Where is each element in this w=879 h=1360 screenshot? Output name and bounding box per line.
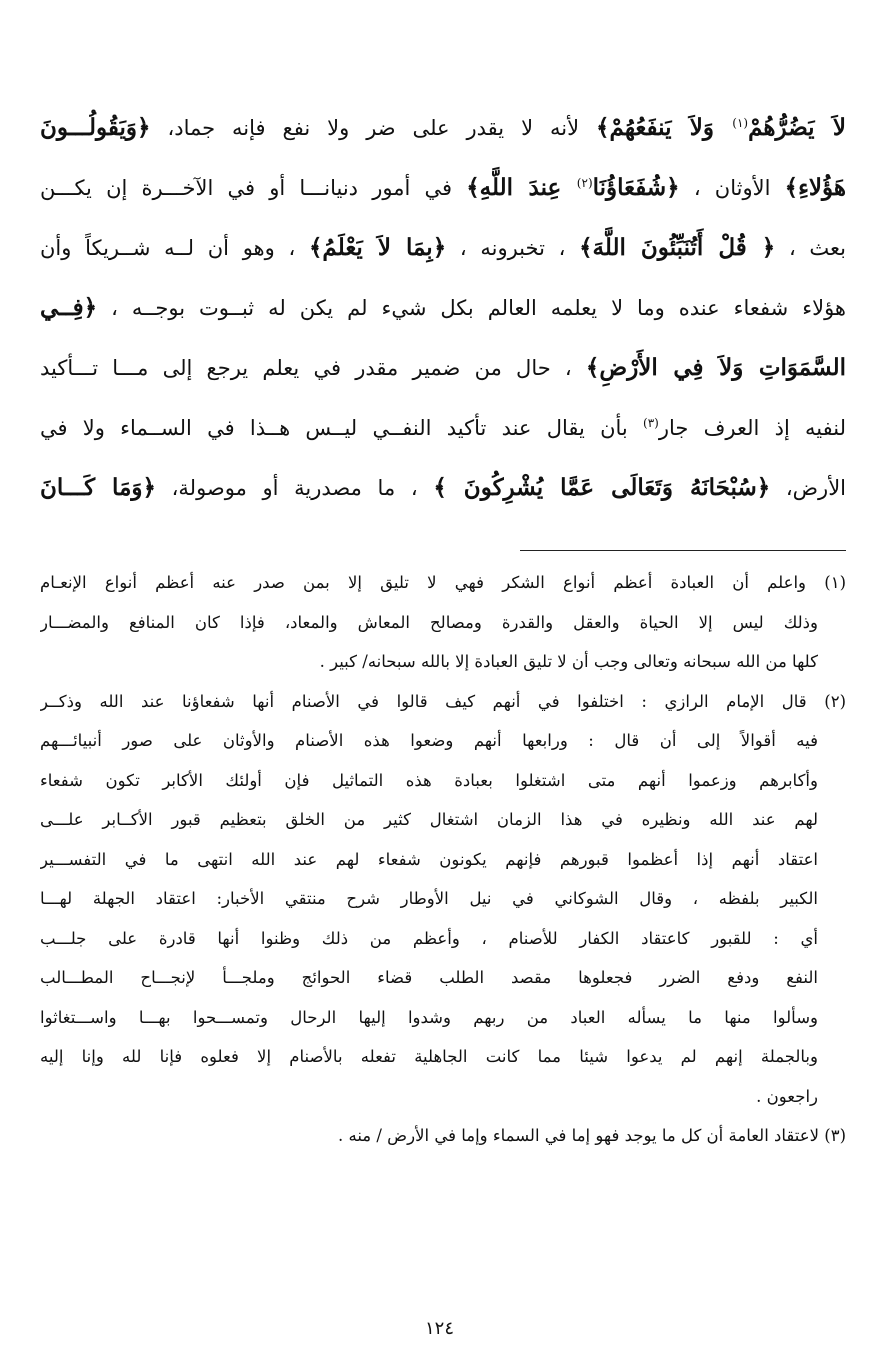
text-line	[40, 458, 846, 518]
text-line	[40, 98, 846, 158]
footnote-line: راجعون .	[756, 1086, 818, 1106]
footnote-line: وأكابرهم وزعموا أنهم متى اشتغلوا بعبادة هذه التماثيل فإن أولئك الأكابر تكون شفعاء	[40, 770, 818, 790]
footnote-line: (٢) قال الإمام الرازي : اختلفوا في أنهم كيف قالوا في الأصنام أنها شفعاؤنا عند الله وذكــر	[40, 691, 846, 711]
footnote-line: وبالجملة إنهم لم يدعوا شيئا مما كانت الجاهلية تفعله بالأصنام إلا فعلوه فإنا لله وإنا إليه	[40, 1047, 818, 1066]
footnote-marker: (٣)	[643, 416, 659, 430]
commentary-text: الأرض،	[770, 476, 846, 500]
text-line	[40, 158, 846, 218]
footnote-marker: (٢)	[576, 176, 593, 190]
quran-quote: ﴿سُبْحَانَهُ وَتَعَالَى عَمَّا يُشْرِكُونَ ﴾	[433, 474, 771, 501]
footnote-line: الكبير بلفظه ، وقال الشوكاني في نيل الأوطار شرح منتقي الأخبار: اعتقاد الجهلة لهـــا	[40, 889, 819, 908]
quran-quote: ﴿شُفَعَاؤُنَا	[592, 174, 680, 201]
commentary-text: بعث ،	[775, 236, 846, 260]
commentary-text: في أمور دنيانـــا أو في الآخـــرة إن يكـــن	[40, 176, 467, 200]
text-line	[40, 398, 846, 458]
footnote-line: وسألوا منها ما يسأله العباد من ربهم وشدوا إليها الرحال وتمســـحوا بهـــا واســـتغاثوا	[40, 1007, 818, 1027]
footnote-line: أي : للقبور كاعتقاد الكفار للأصنام ، وأعظم من ذلك وظنوا أنها قادرة على جلـــب	[40, 928, 818, 948]
quran-quote: وَلاَ يَنفَعُهُمْ﴾	[596, 114, 733, 141]
quran-quote: لاَ يَضُرُّهُمْ	[748, 114, 846, 141]
footnote-line: اعتقاد أنهم إذا أعظموا قبورهم فإنهم يكونون شفعاء لهم عند الله انتهى ما في التفســـير	[40, 849, 818, 869]
text-line	[40, 278, 846, 338]
footnote-line: (١) واعلم أن العبادة أعظم أنواع الشكر فهي لا تليق إلا بمن صدر عنه أعظم أنواع الإنعـام	[40, 573, 846, 592]
quran-quote: السَّمَوَاتِ وَلاَ فِي الأَرْضِ﴾	[585, 354, 846, 381]
text-line	[40, 338, 846, 398]
page-number: ١٢٤	[424, 1318, 454, 1339]
quran-quote: ﴿فِــي	[40, 294, 98, 321]
quran-quote: ﴿وَمَا كَـــانَ	[40, 474, 156, 501]
commentary-text: ، حال من ضمير مقدر في يعلم يرجع إلى مـــا تـــأكيد	[40, 356, 586, 380]
quran-quote: عِندَ اللَّهِ﴾	[466, 174, 577, 201]
footnote-line: لهم عند الله ونظيره في هذا الزمان اشتغال كثير من الخلق بتعظيم قبور الأكــابر علـــى	[40, 810, 818, 829]
text-line	[40, 218, 846, 278]
footnote-separator	[520, 550, 846, 551]
commentary-text: بأن يقال عند تأكيد النفــي ليــس هــذا في الســماء ولا في	[40, 416, 644, 440]
commentary-text: لأنه لا يقدر على ضر ولا نفع فإنه جماد،	[150, 116, 597, 140]
commentary-text: لنفيه إذ العرف جار	[658, 416, 846, 440]
commentary-text: ، ما مصدرية أو موصولة،	[155, 476, 434, 500]
quran-quote: ﴿بِمَا لاَ يَعْلَمُ﴾	[308, 234, 447, 261]
footnote-line: فيه أقوالاً إلى أن قال : ورابعها أنهم وضعوا هذه الأصنام والأوثان على صور أنبيائـــهم	[40, 731, 818, 750]
footnote-line: كلها من الله سبحانه وتعالى وجب أن لا تليق العبادة إلا بالله سبحانه/ كبير .	[319, 652, 818, 671]
footnote-line: (٣) لاعتقاد العامة أن كل ما يوجد فهو إما في السماء وإما في الأرض / منه .	[337, 1126, 846, 1145]
footnote-line: النفع ودفع الضرر فجعلوها مقصد الطلب قضاء الحوائج وملجـــأ لإنجـــاح المطـــالب	[40, 968, 818, 987]
quran-quote: ﴿وَيَقُولُـــونَ	[40, 114, 151, 141]
commentary-text: ، وهو أن لــه شــريكاً وأن	[40, 236, 309, 260]
main-text	[40, 98, 846, 518]
commentary-text: هؤلاء شفعاء عنده وما لا يعلمه العالم بكل شيء لم يكن له ثبــوت بوجــه ،	[97, 296, 846, 320]
commentary-text: الأوثان ،	[679, 176, 785, 200]
footnote-marker: (١)	[732, 116, 749, 130]
quran-quote: ﴿ قُلْ أَتُنَبِّئُونَ اللَّهَ﴾	[579, 234, 776, 261]
quran-quote: هَؤُلاءِ﴾	[784, 174, 846, 201]
footnote-line: وذلك ليس إلا الحياة والعقل والقدرة ومصالح المعاش والمعاد، فإذا كان المنافع والمضـــار	[40, 612, 818, 632]
footnotes	[40, 563, 846, 1156]
commentary-text: ، تخبرونه ،	[446, 236, 580, 260]
